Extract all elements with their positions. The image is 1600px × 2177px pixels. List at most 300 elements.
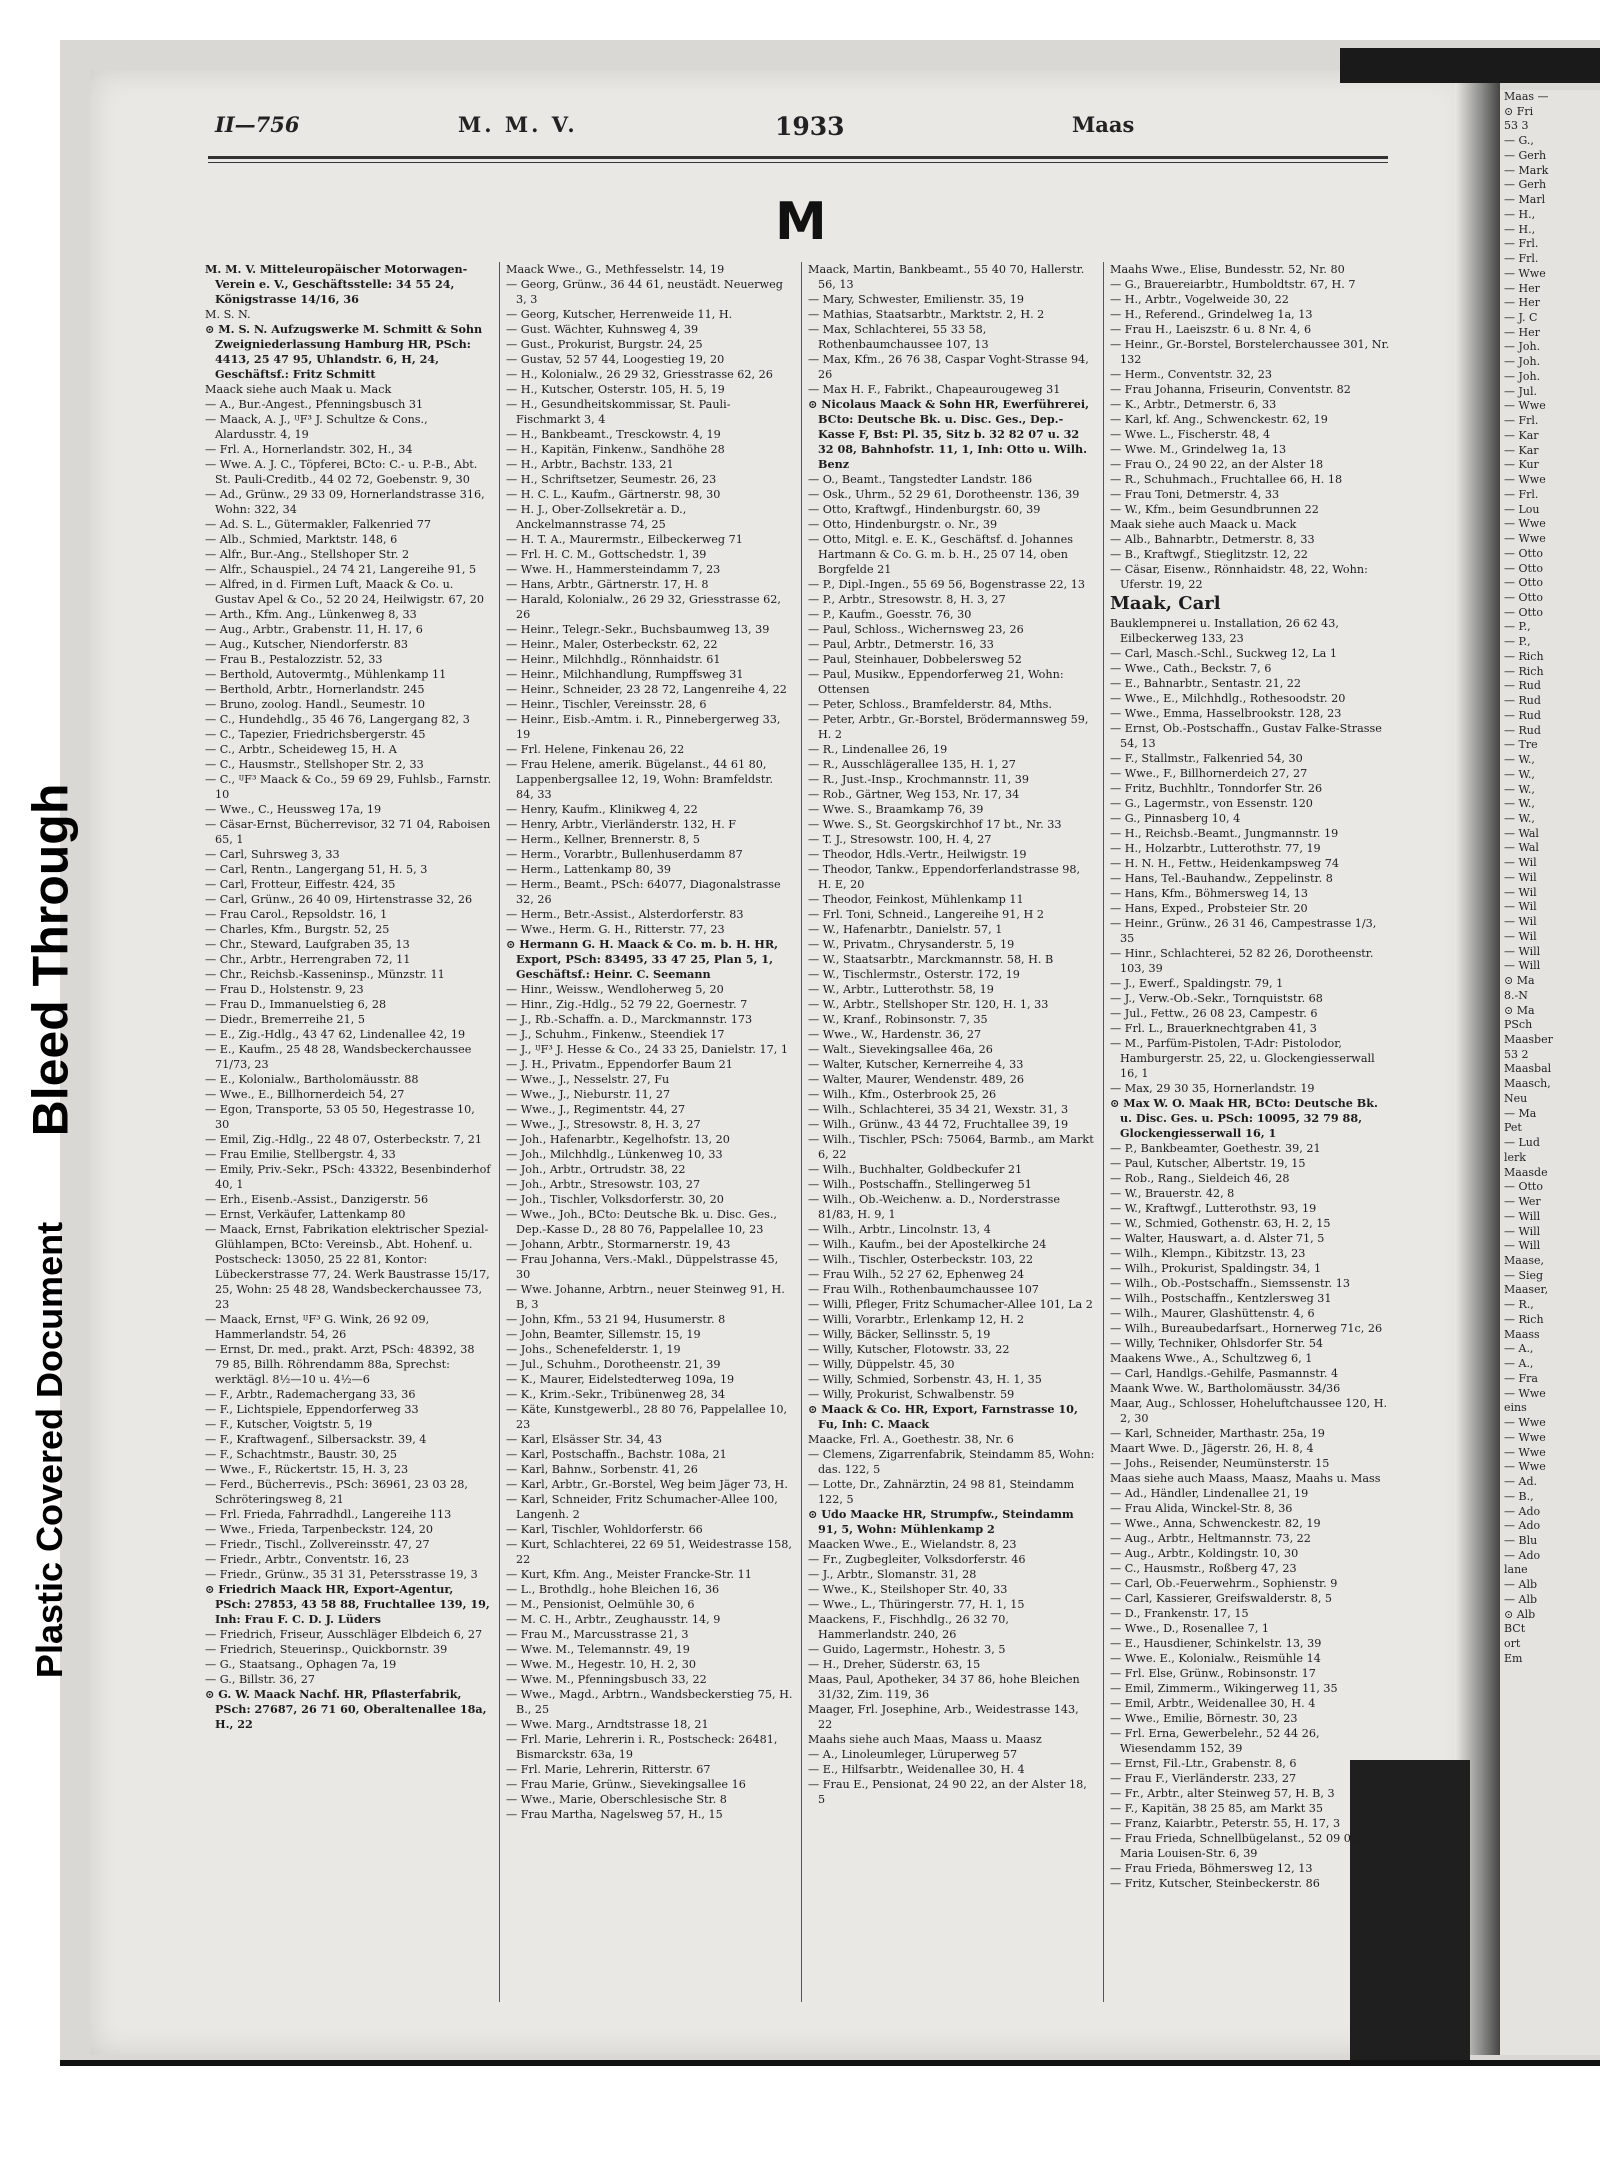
directory-entry: — Georg, Kutscher, Herrenweide 11, H. [506,308,733,321]
directory-entry: — H. N. H., Fettw., Heidenkampsweg 74 [1110,857,1339,871]
directory-column-4 [1110,262,1393,2022]
next-page-line: Maasch, [1504,1077,1551,1091]
directory-entry: — Ernst, Dr. med., prakt. Arzt, PSch: 48392, 38 79 85, Billh. Röhrendamm 88a, Sprechst: werktägl. 8½—10 u. 4½—6 [205,1343,475,1386]
directory-entry: — Joh., Tischler, Volksdorferstr. 30, 20 [506,1193,724,1206]
directory-entry: — L., Brothdlg., hohe Bleichen 16, 36 [506,1583,720,1596]
directory-entry: — Osk., Uhrm., 52 29 61, Dorotheenstr. 136, 39 [808,488,1080,501]
directory-entry: ⊙ M. S. N. Aufzugswerke M. Schmitt & Sohn Zweigniederlassung Hamburg HR, PSch: 4413, 25 47 95, Uhlandstr. 6, H, 24, Geschäftsf.: Fritz Schmitt [205,322,483,381]
directory-entry: — Wwe. S., Braamkamp 76, 39 [808,803,984,816]
directory-entry: — Wwe. A. J. C., Töpferei, BCto: C.- u. P.-B., Abt. St. Pauli-Creditb., 44 02 72, Goebenstr. 9, 30 [205,458,478,486]
directory-entry: — Wwe., Marie, Oberschlesische Str. 8 [506,1793,727,1806]
directory-entry: Maacke, Frl. A., Goethestr. 38, Nr. 6 [808,1433,1014,1446]
directory-entry: — F., Kraftwagenf., Silbersackstr. 39, 4 [205,1433,427,1446]
next-page-line: — Rud [1504,694,1541,708]
directory-entry: — P., Dipl.-Ingen., 55 69 56, Bogenstrasse 22, 13 [808,578,1085,591]
directory-entry: — Frau Marie, Grünw., Sievekingsallee 16 [506,1778,746,1791]
directory-entry: — Heinr., Tischler, Vereinsstr. 28, 6 [506,698,707,711]
directory-entry: — H., Referend., Grindelweg 1a, 13 [1110,308,1313,321]
directory-entry: — Wilh., Postschaffn., Kentzlersweg 31 [1110,1292,1332,1306]
next-page-line: — A., [1504,1342,1534,1356]
directory-entry: — Wwe., W., Hardenstr. 36, 27 [808,1028,982,1041]
next-page-line: — Will [1504,1209,1541,1223]
directory-entry: — Frau E., Pensionat, 24 90 22, an der Alster 18, 5 [808,1778,1087,1806]
directory-entry: — Aug., Arbtr., Heltmannstr. 73, 22 [1110,1532,1311,1546]
directory-entry: — E., Hilfsarbtr., Weidenallee 30, H. 4 [808,1763,1025,1776]
directory-entry: — Willy, Techniker, Ohlsdorfer Str. 54 [1110,1337,1324,1351]
next-page-line: ort [1504,1637,1521,1651]
next-page-line: — Wil [1504,915,1537,929]
directory-entry: — Frau Frieda, Böhmersweg 12, 13 [1110,1862,1313,1876]
directory-entry: Maas, Paul, Apotheker, 34 37 86, hohe Bleichen 31/32, Zim. 119, 36 [808,1673,1080,1701]
directory-entry: — T. J., Stresowstr. 100, H. 4, 27 [808,833,992,846]
next-page-line: — Otto [1504,605,1543,619]
directory-entry: ⊙ Hermann G. H. Maack & Co. m. b. H. HR, Export, PSch: 83495, 33 47 25, Plan 5, 1, Geschäftsf.: Heinr. C. Seemann [506,937,779,981]
directory-entry: — E., Bahnarbtr., Sentastr. 21, 22 [1110,677,1302,691]
next-page-line: — Wwe [1504,532,1546,546]
directory-entry: — Charles, Kfm., Burgstr. 52, 25 [205,923,390,936]
directory-entry: — C., Hausmstr., Roßberg 47, 23 [1110,1562,1297,1576]
next-page-line: — Otto [1504,1180,1543,1194]
next-page-line: — W., [1504,767,1535,781]
directory-entry: — Herm., Beamt., PSch: 64077, Diagonalstrasse 32, 26 [506,878,781,906]
directory-entry: — J., Schuhm., Finkenw., Steendiek 17 [506,1028,725,1041]
directory-entry: Maak siehe auch Maack u. Mack [1110,518,1297,531]
directory-entry: — Wwe., J., Stresowstr. 8, H. 3, 27 [506,1118,701,1131]
directory-entry: — Mathias, Staatsarbtr., Marktstr. 2, H. 2 [808,308,1045,321]
directory-entry: — Henry, Arbtr., Vierländerstr. 132, H. F [506,818,737,831]
directory-entry: — W., Kraftwgf., Lutterothstr. 93, 19 [1110,1202,1317,1216]
directory-entry: — K., Krim.-Sekr., Tribünenweg 28, 34 [506,1388,726,1401]
next-page-edge [1500,90,1600,2055]
next-page-line: — Her [1504,325,1540,339]
next-page-line: lane [1504,1563,1528,1577]
directory-entry: — Wwe. E., Kolonialw., Reismühle 14 [1110,1652,1321,1666]
directory-entry: — Wilh., Postschaffn., Stellingerweg 51 [808,1178,1032,1191]
directory-entry: — Wwe., Emma, Hasselbrookstr. 128, 23 [1110,707,1342,721]
next-page-line: — W., [1504,782,1535,796]
directory-entry: — Herm., Vorarbtr., Bullenhuserdamm 87 [506,848,743,861]
directory-entry: — Karl, Schneider, Fritz Schumacher-Allee 100, Langenh. 2 [506,1493,778,1521]
directory-entry: — Mary, Schwester, Emilienstr. 35, 19 [808,293,1024,306]
directory-entry: — Carl, Ob.-Feuerwehrm., Sophienstr. 9 [1110,1577,1338,1591]
directory-entry: Maager, Frl. Josephine, Arb., Weidestrasse 143, 22 [808,1703,1079,1731]
directory-entry: — H., Holzarbtr., Lutterothstr. 77, 19 [1110,842,1321,856]
directory-entry: — Frau Wilh., Rothenbaumchaussee 107 [808,1283,1039,1296]
scan-border-top [1340,48,1600,83]
directory-entry: — G., Pinnasberg 10, 4 [1110,812,1241,826]
directory-entry: — Otto, Hindenburgstr. o. Nr., 39 [808,518,998,531]
directory-entry: — Frl. A., Hornerlandstr. 302, H., 34 [205,443,413,456]
directory-entry: — H., Schriftsetzer, Seumestr. 26, 23 [506,473,717,486]
directory-entry: — Emil, Zimmerm., Wikingerweg 11, 35 [1110,1682,1338,1696]
directory-entry: — G., Lagermstr., von Essenstr. 120 [1110,797,1313,811]
next-page-line: — Wwe [1504,1445,1546,1459]
next-page-line: — Will [1504,1224,1541,1238]
section-letter: M [775,192,827,252]
directory-entry: — Maack, A. J., ᴵᴶF³ J. Schultze & Cons., Alardusstr. 4, 19 [205,413,428,441]
next-page-line: — Frl. [1504,414,1539,428]
directory-entry: — Wwe., Emilie, Börnestr. 30, 23 [1110,1712,1298,1726]
directory-entry: — John, Kfm., 53 21 94, Husumerstr. 8 [506,1313,726,1326]
directory-entry: — J., Verw.-Ob.-Sekr., Tornquiststr. 68 [1110,992,1323,1006]
directory-entry: — Berthold, Autovermtg., Mühlenkamp 11 [205,668,447,681]
directory-entry: — C., Hausmstr., Stellshoper Str. 2, 33 [205,758,424,771]
directory-entry: — Emil, Zig.-Hdlg., 22 48 07, Osterbeckstr. 7, 21 [205,1133,483,1146]
next-page-line: — Rud [1504,723,1541,737]
next-page-line: Em [1504,1651,1523,1665]
directory-entry: — W., Brauerstr. 42, 8 [1110,1187,1235,1201]
directory-entry: — Heinr., Milchhandlung, Rumpffsweg 31 [506,668,744,681]
directory-entry: — H., Gesundheitskommissar, St. Pauli-Fischmarkt 3, 4 [506,398,731,426]
directory-entry: — Ferd., Bücherrevis., PSch: 36961, 23 03 28, Schröteringsweg 8, 21 [205,1478,468,1506]
next-page-line: — Wwe [1504,399,1546,413]
directory-entry: — Paul, Musikw., Eppendorferweg 21, Wohn: Ottensen [808,668,1064,696]
next-page-line: — Tre [1504,738,1538,752]
directory-entry: — Theodor, Hdls.-Vertr., Heilwigstr. 19 [808,848,1027,861]
next-page-line: lerk [1504,1150,1526,1164]
directory-entry: — Frau M., Marcusstrasse 21, 3 [506,1628,689,1641]
next-page-line: — Lou [1504,502,1540,516]
next-page-line: — Wwe [1504,473,1546,487]
directory-entry: — Frau F., Vierländerstr. 233, 27 [1110,1772,1297,1786]
directory-entry: — D., Frankenstr. 17, 15 [1110,1607,1249,1621]
directory-entry: — Frau Wilh., 52 27 62, Ephenweg 24 [808,1268,1025,1281]
directory-entry: — M., Pensionist, Oelmühle 30, 6 [506,1598,695,1611]
directory-entry: — Wwe., J., Nesselstr. 27, Fu [506,1073,670,1086]
directory-entry: — Frau D., Holstenstr. 9, 23 [205,983,364,996]
next-page-line: — Will [1504,959,1541,973]
next-page-line: — Wil [1504,870,1537,884]
next-page-line: — P., [1504,620,1531,634]
directory-entry: — Wilh., Bureaubedarfsart., Hornerweg 71c, 26 [1110,1322,1383,1336]
directory-entry: — F., Kapitän, 38 25 85, am Markt 35 [1110,1802,1323,1816]
directory-entry: — G., Billstr. 36, 27 [205,1673,315,1686]
directory-entry: — Karl, kf. Ang., Schwenckestr. 62, 19 [1110,413,1328,426]
directory-entry: — W., Staatsarbtr., Marckmannstr. 58, H. B [808,953,1054,966]
directory-entry: — Friedrich, Steuerinsp., Quickbornstr. 39 [205,1643,448,1656]
directory-entry: — F., Lichtspiele, Eppendorferweg 33 [205,1403,419,1416]
directory-entry: — Wilh., Schlachterei, 35 34 21, Wexstr. 31, 3 [808,1103,1069,1116]
next-page-line: — W., [1504,811,1535,825]
directory-entry: — E., Zig.-Hdlg., 43 47 62, Lindenallee 42, 19 [205,1028,466,1041]
directory-entry: — Gust. Wächter, Kuhnsweg 4, 39 [506,323,699,336]
directory-entry: — Heinr., Gr.-Borstel, Borstelerchaussee 301, Nr. 132 [1110,338,1390,366]
next-page-line: — Gerh [1504,178,1547,192]
directory-entry: — Carl, Frotteur, Eiffestr. 424, 35 [205,878,396,891]
directory-entry: — Wwe., J., Nieburstr. 11, 27 [506,1088,671,1101]
directory-entry: — Frau Johanna, Vers.-Makl., Düppelstrasse 45, 30 [506,1253,779,1281]
directory-entry: ⊙ G. W. Maack Nachf. HR, Pflasterfabrik, PSch: 27687, 26 71 60, Oberaltenallee 18a, H., 22 [205,1687,487,1731]
directory-entry: — Carl, Kassierer, Greifswalderstr. 8, 5 [1110,1592,1333,1606]
directory-entry: — Berthold, Arbtr., Hornerlandstr. 245 [205,683,425,696]
directory-entry: — Aug., Kutscher, Niendorferstr. 83 [205,638,408,651]
directory-entry: — Wwe., Magd., Arbtrn., Wandsbeckerstieg 75, H. B., 25 [506,1688,793,1716]
next-page-line: — Wwe [1504,266,1546,280]
directory-entry: M. S. N. [205,308,251,321]
directory-entry: — Willy, Prokurist, Schwalbenstr. 59 [808,1388,1015,1401]
directory-column-2 [506,262,794,2022]
directory-entry: — Wilh., Prokurist, Spaldingstr. 34, 1 [1110,1262,1322,1276]
directory-entry: — A., Linoleumleger, Lüruperweg 57 [808,1748,1018,1761]
directory-entry: — Clemens, Zigarrenfabrik, Steindamm 85, Wohn: das. 122, 5 [808,1448,1095,1476]
page-gutter [1455,70,1500,2055]
directory-entry: — F., Schachtmstr., Baustr. 30, 25 [205,1448,397,1461]
directory-entry: — Hinr., Zig.-Hdlg., 52 79 22, Goernestr. 7 [506,998,748,1011]
directory-entry: — H., Kutscher, Osterstr. 105, H. 5, 19 [506,383,725,396]
directory-entry: — Johs., Reisender, Neumünsterstr. 15 [1110,1457,1330,1471]
directory-entry: — O., Beamt., Tangstedter Landstr. 186 [808,473,1033,486]
directory-entry: — Frl. Marie, Lehrerin i. R., Postscheck: 26481, Bismarckstr. 63a, 19 [506,1733,778,1761]
directory-entry: — Jul., Fettw., 26 08 23, Campestr. 6 [1110,1007,1318,1021]
directory-entry: — Fritz, Buchhltr., Tonndorfer Str. 26 [1110,782,1323,796]
directory-entry: — Fr., Zugbegleiter, Volksdorferstr. 46 [808,1553,1026,1566]
next-page-line: — Will [1504,944,1541,958]
directory-entry: — Wwe. H., Hammersteindamm 7, 23 [506,563,721,576]
directory-entry: — B., Kraftwgf., Stieglitzstr. 12, 22 [1110,548,1308,561]
next-page-line: Maase, [1504,1254,1545,1268]
next-page-line: BCt [1504,1622,1526,1636]
directory-entry: — W., Schmied, Gothenstr. 63, H. 2, 15 [1110,1217,1331,1231]
directory-entry: — Arth., Kfm. Ang., Lünkenweg 8, 33 [205,608,417,621]
directory-entry: — Joh., Hafenarbtr., Kegelhofstr. 13, 20 [506,1133,730,1146]
directory-entry: — Egon, Transporte, 53 05 50, Hegestrasse 10, 30 [205,1103,475,1131]
directory-entry: — Kurt, Kfm. Ang., Meister Francke-Str. 11 [506,1568,752,1581]
directory-entry: — Wilh., Kaufm., bei der Apostelkirche 24 [808,1238,1047,1251]
directory-entry: — H., Dreher, Süderstr. 63, 15 [808,1658,981,1671]
directory-entry: — Frau Johanna, Friseurin, Conventstr. 82 [1110,383,1351,396]
directory-entry: Bauklempnerei u. Installation, 26 62 43, Eilbeckerweg 133, 23 [1110,617,1339,646]
directory-entry: — Carl, Handlgs.-Gehilfe, Pasmannstr. 4 [1110,1367,1339,1381]
directory-entry: — Wwe., D., Rosenallee 7, 1 [1110,1622,1270,1636]
directory-entry: — H. C. L., Kaufm., Gärtnerstr. 98, 30 [506,488,721,501]
next-page-line: 53 2 [1504,1047,1529,1061]
directory-entry: — Emily, Priv.-Sekr., PSch: 43322, Besenbinderhof 40, 1 [205,1163,491,1191]
directory-entry: — Walt., Sievekingsallee 46a, 26 [808,1043,993,1056]
next-page-line: — Wwe [1504,1430,1546,1444]
column-divider [499,262,500,2002]
directory-entry: — Frau Martha, Nagelsweg 57, H., 15 [506,1808,723,1821]
directory-entry: — Joh., Arbtr., Ortrudstr. 38, 22 [506,1163,686,1176]
directory-entry: — Frau Emilie, Stellbergstr. 4, 33 [205,1148,396,1161]
directory-entry: — Wilh., Maurer, Glashüttenstr. 4, 6 [1110,1307,1315,1321]
directory-entry: — Frl. Marie, Lehrerin, Ritterstr. 67 [506,1763,711,1776]
directory-entry: — Wilh., Ob.-Weichenw. a. D., Norderstrasse 81/83, H. 9, 1 [808,1193,1060,1221]
next-page-line: — Wwe [1504,1460,1546,1474]
directory-entry: Maacken Wwe., E., Wielandstr. 8, 23 [808,1538,1017,1551]
directory-entry: — Aug., Arbtr., Grabenstr. 11, H. 17, 6 [205,623,423,636]
directory-entry: — Willi, Pfleger, Fritz Schumacher-Allee 101, La 2 [808,1298,1093,1311]
directory-entry: — Heinr., Telegr.-Sekr., Buchsbaumweg 13, 39 [506,623,770,636]
directory-entry: — Wwe. M., Hegestr. 10, H. 2, 30 [506,1658,696,1671]
directory-entry: — W., Kranf., Robinsonstr. 7, 35 [808,1013,988,1026]
directory-entry: — Fr., Arbtr., alter Steinweg 57, H. B, 3 [1110,1787,1335,1801]
column-divider [801,262,802,2002]
directory-entry: Maakens Wwe., A., Schultzweg 6, 1 [1110,1352,1313,1366]
directory-entry: — Carl, Rentn., Langergang 51, H. 5, 3 [205,863,428,876]
directory-entry: — Chr., Arbtr., Herrengraben 72, 11 [205,953,411,966]
directory-entry: — Hinr., Schlachterei, 52 82 26, Dorotheenstr. 103, 39 [1110,947,1374,976]
directory-entry: — Walter, Kutscher, Kernerreihe 4, 33 [808,1058,1024,1071]
directory-entry: — H., Kolonialw., 26 29 32, Griesstrasse 62, 26 [506,368,773,381]
directory-entry: ⊙ Max W. O. Maak HR, BCto: Deutsche Bk. u. Disc. Ges. u. PSch: 10095, 32 79 88, Glockengiesserwall 16, 1 [1110,1096,1378,1141]
directory-entry: — Karl, Arbtr., Gr.-Borstel, Weg beim Jäger 73, H. [506,1478,788,1491]
next-page-line: — Otto [1504,546,1543,560]
directory-entry: — Frl. L., Brauerknechtgraben 41, 3 [1110,1022,1317,1036]
directory-entry: — Max, 29 30 35, Hornerlandstr. 19 [1110,1082,1315,1096]
directory-entry: — K., Maurer, Eidelstedterweg 109a, 19 [506,1373,735,1386]
directory-entry: — Max H. F., Fabrikt., Chapeaurougeweg 31 [808,383,1061,396]
directory-entry: Maart Wwe. D., Jägerstr. 26, H. 8, 4 [1110,1442,1314,1456]
directory-entry: — Ernst, Verkäufer, Lattenkamp 80 [205,1208,406,1221]
next-page-line: PSch [1504,1018,1533,1032]
directory-entry: — Carl, Masch.-Schl., Suckweg 12, La 1 [1110,647,1338,661]
next-page-line: — Rich [1504,649,1544,663]
directory-entry: — Frl. Helene, Finkenau 26, 22 [506,743,685,756]
directory-entry: — C., Tapezier, Friedrichsbergerstr. 45 [205,728,426,741]
directory-entry: — Jul., Schuhm., Dorotheenstr. 21, 39 [506,1358,721,1371]
next-page-line: — Wwe [1504,517,1546,531]
directory-entry: — Carl, Grünw., 26 40 09, Hirtenstrasse 32, 26 [205,893,473,906]
directory-entry: — W., Kfm., beim Gesundbrunnen 22 [1110,503,1319,516]
directory-entry: — Georg, Grünw., 36 44 61, neustädt. Neuerweg 3, 3 [506,278,783,306]
directory-entry: — Wilh., Ob.-Postschaffn., Siemssenstr. 13 [1110,1277,1350,1291]
directory-entry: — Wilh., Kfm., Osterbrook 25, 26 [808,1088,997,1101]
side-label-plastic-covered [0,1170,100,1730]
directory-entry: — Frau Toni, Detmerstr. 4, 33 [1110,488,1280,501]
directory-entry: — Otto, Kraftwgf., Hindenburgstr. 60, 39 [808,503,1041,516]
next-page-line: — Will [1504,1239,1541,1253]
next-page-line: — H., [1504,207,1536,221]
directory-entry: — P., Arbtr., Stresowstr. 8, H. 3, 27 [808,593,1006,606]
next-page-line: — Kar [1504,428,1539,442]
directory-entry: — W., Tischlermstr., Osterstr. 172, 19 [808,968,1020,981]
directory-entry: — F., Arbtr., Rademachergang 33, 36 [205,1388,416,1401]
directory-entry: — Wwe., Cath., Beckstr. 7, 6 [1110,662,1272,676]
directory-entry: — J. H., Privatm., Eppendorfer Baum 21 [506,1058,733,1071]
directory-entry: — F., Kutscher, Voigtstr. 5, 19 [205,1418,373,1431]
directory-entry: — Willy, Kutscher, Flotowstr. 33, 22 [808,1343,1010,1356]
catchword: Maas [1072,112,1135,137]
directory-column-1 [205,262,492,2022]
directory-entry: — Joh., Arbtr., Stresowstr. 103, 27 [506,1178,701,1191]
next-page-line: — W., [1504,797,1535,811]
next-page-line: — W., [1504,753,1535,767]
directory-entry: — Willy, Bäcker, Sellinsstr. 5, 19 [808,1328,991,1341]
directory-entry: — Heinr., Schneider, 23 28 72, Langenreihe 4, 22 [506,683,787,696]
next-page-line: — Sieg [1504,1268,1544,1282]
directory-entry: — Max, Schlachterei, 55 33 58, Rothenbaumchaussee 107, 13 [808,323,989,351]
directory-entry: — Alb., Bahnarbtr., Detmerstr. 8, 33 [1110,533,1315,546]
directory-entry: — Peter, Arbtr., Gr.-Borstel, Brödermannsweg 59, H. 2 [808,713,1089,741]
directory-entry: — Wilh., Tischler, PSch: 75064, Barmb., am Markt 6, 22 [808,1133,1094,1161]
directory-entry: — Paul, Steinhauer, Dobbelersweg 52 [808,653,1022,666]
directory-entry: — Alfred, in d. Firmen Luft, Maack & Co. u. Gustav Apel & Co., 52 20 24, Heilwigstr. 67, 20 [205,578,485,606]
directory-entry: — Wwe. Johanne, Arbtrn., neuer Steinweg 91, H. B, 3 [506,1283,785,1311]
directory-entry: — Ernst, Fil.-Ltr., Grabenstr. 8, 6 [1110,1757,1297,1771]
next-page-line: — Lud [1504,1136,1540,1150]
directory-entry: — Friedr., Grünw., 35 31 31, Petersstrasse 19, 3 [205,1568,478,1581]
next-page-line: Maass [1504,1327,1540,1341]
directory-entry: — Wwe., K., Steilshoper Str. 40, 33 [808,1583,1008,1596]
next-page-line: ⊙ Alb [1504,1607,1536,1621]
next-page-line: — Wil [1504,929,1537,943]
directory-entry: — Fritz, Kutscher, Steinbeckerstr. 86 [1110,1877,1320,1891]
directory-entry: — Max, Kfm., 26 76 38, Caspar Voght-Strasse 94, 26 [808,353,1089,381]
directory-entry: — Emil, Arbtr., Weidenallee 30, H. 4 [1110,1697,1316,1711]
next-page-line: — G., [1504,134,1534,148]
directory-entry: — Wilh., Arbtr., Lincolnstr. 13, 4 [808,1223,991,1236]
next-page-line: — Her [1504,281,1540,295]
header-rule-thin [208,162,1388,163]
next-page-line: — H., [1504,222,1536,236]
directory-entry: — H., Bankbeamt., Tresckowstr. 4, 19 [506,428,721,441]
directory-entry: — R., Just.-Insp., Krochmannstr. 11, 39 [808,773,1029,786]
directory-entry: — C., Arbtr., Scheideweg 15, H. A [205,743,397,756]
directory-entry: — E., Kolonialw., Bartholomäusstr. 88 [205,1073,419,1086]
publication-abbrev: M. M. V. [458,112,578,137]
next-page-line: — Joh. [1504,355,1541,369]
directory-entry: — Karl, Tischler, Wohldorferstr. 66 [506,1523,703,1536]
directory-entry: — Frau O., 24 90 22, an der Alster 18 [1110,458,1324,471]
directory-entry: — Hans, Kfm., Böhmersweg 14, 13 [1110,887,1308,901]
directory-entry: Maack Wwe., G., Methfesselstr. 14, 19 [506,263,725,276]
next-page-line: — Jul. [1504,384,1538,398]
next-page-line: — Ado [1504,1548,1541,1562]
directory-entry: — H., Reichsb.-Beamt., Jungmannstr. 19 [1110,827,1339,841]
next-page-line: 53 3 [1504,119,1529,133]
next-page-line: — Wil [1504,900,1537,914]
directory-entry: Maar, Aug., Schlosser, Hoheluftchaussee 120, H. 2, 30 [1110,1397,1388,1426]
directory-entry: — Frau D., Immanuelstieg 6, 28 [205,998,387,1011]
directory-entry: — Friedrich, Friseur, Ausschläger Elbdeich 6, 27 [205,1628,483,1641]
next-page-line: Neu [1504,1091,1528,1105]
directory-entry: — Aug., Arbtr., Koldingstr. 10, 30 [1110,1547,1299,1561]
directory-entry: — Frau Frieda, Schnellbügelanst., 52 09 02, Maria Louisen-Str. 6, 39 [1110,1832,1362,1861]
next-page-line: eins [1504,1401,1527,1415]
directory-entry: — Karl, Elsässer Str. 34, 43 [506,1433,662,1446]
directory-entry: — Gustav, 52 57 44, Loogestieg 19, 20 [506,353,725,366]
directory-entry: ⊙ Maack & Co. HR, Export, Farnstrasse 10, Fu, Inh: C. Maack [808,1402,1078,1431]
side-label-bleed-through [0,690,100,1230]
directory-entry: — Karl, Bahnw., Sorbenstr. 41, 26 [506,1463,698,1476]
directory-entry: — Willy, Schmied, Sorbenstr. 43, H. 1, 35 [808,1373,1042,1386]
directory-entry: — H., Arbtr., Vogelweide 30, 22 [1110,293,1289,306]
directory-entry: — J., Rb.-Schaffn. a. D., Marckmannstr. 173 [506,1013,753,1026]
directory-entry: — Ernst, Ob.-Postschaffn., Gustav Falke-Strasse 54, 13 [1110,722,1382,751]
next-page-line: — Ado [1504,1504,1541,1518]
next-page-line: — Joh. [1504,340,1541,354]
directory-entry: — W., Arbtr., Lutterothstr. 58, 19 [808,983,994,996]
next-page-line: Pet [1504,1121,1522,1135]
directory-entry: — Alfr., Schauspiel., 24 74 21, Langereihe 91, 5 [205,563,477,576]
header-rule [208,156,1388,159]
next-page-line: — Otto [1504,590,1543,604]
directory-entry: Maahs Wwe., Elise, Bundesstr. 52, Nr. 80 [1110,263,1345,276]
directory-entry: — Johann, Arbtr., Stormarnerstr. 19, 43 [506,1238,731,1251]
next-page-line: — Kur [1504,458,1539,472]
next-page-line: — Rud [1504,708,1541,722]
directory-entry: — Diedr., Bremerreihe 21, 5 [205,1013,366,1026]
directory-entry: — Wwe., F., Billhornerdeich 27, 27 [1110,767,1308,781]
directory-entry: — Maack, Ernst, Fabrikation elektrischer Spezial-Glühlampen, BCto: Vereinsb., Abt. Hohenf. u. Postscheck: 13050, 25 22 81, Kontor: Lübeckerstrasse 77, 24. Werk Baustrasse 15/17, 25, Wohn: 25 48 28, Wandsbeckerchaussee 73, 23 [205,1223,490,1311]
directory-entry: — Wilh., Grünw., 43 44 72, Fruchtallee 39, 19 [808,1118,1069,1131]
directory-entry: — Chr., Reichsb.-Kasseninsp., Münzstr. 11 [205,968,445,981]
directory-entry: — Frau Carol., Repsoldstr. 16, 1 [205,908,388,921]
next-page-line: — Wer [1504,1195,1541,1209]
next-page-line: — Wil [1504,885,1537,899]
directory-entry: Maack, Martin, Bankbeamt., 55 40 70, Hallerstr. 56, 13 [808,263,1085,291]
directory-entry: M. M. V. Mitteleuropäischer Motorwagen-Verein e. V., Geschäftsstelle: 34 55 24, Königstrasse 14/16, 36 [205,262,468,306]
